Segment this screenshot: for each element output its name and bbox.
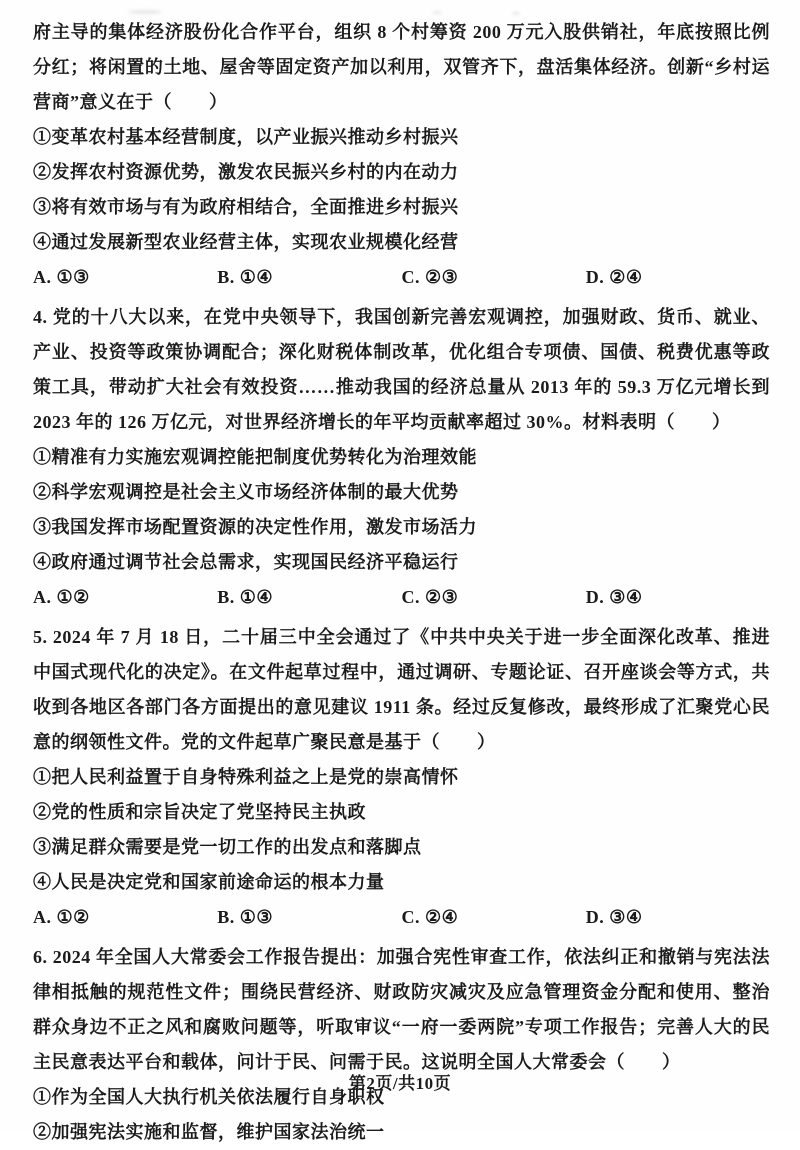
q5-option-a: A. ①② (33, 907, 90, 927)
q3-option-b: B. ①④ (217, 267, 274, 287)
q4-item-3: ③我国发挥市场配置资源的决定性作用，激发市场活力 (33, 517, 477, 537)
q3-options-row (33, 260, 770, 295)
q5-item-2: ②党的性质和宗旨决定了党坚持民主执政 (33, 802, 366, 822)
q4-options-row (33, 580, 770, 615)
q4-option-c: C. ②③ (401, 587, 459, 607)
q5-stem: 5. 2024 年 7 月 18 日，二十届三中全会通过了《中共中央关于进一步全面深化改革、推进中国式现代化的决定》。在文件起草过程中，通过调研、专题论证、召开座谈会等方式，共收到各地区各部门各方面提出的意见建议 1911 条。经过反复修改，最终形成了汇聚党心民意的纲领性文件。党的文件起草广聚民意是基于（ ） (33, 627, 770, 752)
q3-option-a: A. ①③ (33, 267, 90, 287)
q6-item-1: ①作为全国人大执行机关依法履行自身职权 (33, 1087, 385, 1107)
q5-item-4: ④人民是决定党和国家前途命运的根本力量 (33, 872, 385, 892)
q6-stem: 6. 2024 年全国人大常委会工作报告提出：加强合宪性审查工作，依法纠正和撤销与宪法法律相抵触的规范性文件；围绕民营经济、财政防灾减灾及应急管理资金分配和使用、整治群众身边不正之风和腐败问题等，听取审议“一府一委两院”专项工作报告；完善人大的民主民意表达平台和载体，问计于民、问需于民。这说明全国人大常委会（ ） (33, 947, 770, 1072)
scan-artifact (128, 10, 162, 14)
q5-option-b: B. ①③ (217, 907, 274, 927)
page-content (33, 15, 770, 1150)
q4-option-a: A. ①② (33, 587, 90, 607)
q5-item-1: ①把人民利益置于自身特殊利益之上是党的崇高情怀 (33, 767, 459, 787)
q5-options-row (33, 900, 770, 935)
q4-item-4: ④政府通过调节社会总需求，实现国民经济平稳运行 (33, 552, 459, 572)
q3-item-2: ②发挥农村资源优势，激发农民振兴乡村的内在动力 (33, 162, 459, 182)
q3-item-4: ④通过发展新型农业经营主体，实现农业规模化经营 (33, 232, 459, 252)
q6-item-2: ②加强宪法实施和监督，维护国家法治统一 (33, 1122, 385, 1142)
q5-option-c: C. ②④ (401, 907, 459, 927)
page-number: 第2页/共10页 (348, 1074, 452, 1093)
q5-item-3: ③满足群众需要是党一切工作的出发点和落脚点 (33, 837, 422, 857)
q3-item-3: ③将有效市场与有为政府相结合，全面推进乡村振兴 (33, 197, 459, 217)
scan-artifact (432, 11, 442, 14)
q3-option-c: C. ②③ (401, 267, 459, 287)
q3-item-1: ①变革农村基本经营制度，以产业振兴推动乡村振兴 (33, 127, 459, 147)
q3-option-d: D. ②④ (585, 267, 643, 287)
q5-option-d: D. ③④ (585, 907, 643, 927)
q3-stem-continuation: 府主导的集体经济股份化合作平台，组织 8 个村筹资 200 万元入股供销社，年底按照比例分红；将闲置的土地、屋舍等固定资产加以利用，双管齐下，盘活集体经济。创新“乡村运营商”意义在于（ ） (33, 22, 770, 112)
q4-option-b: B. ①④ (217, 587, 274, 607)
q4-option-d: D. ③④ (585, 587, 643, 607)
q4-item-2: ②科学宏观调控是社会主义市场经济体制的最大优势 (33, 482, 459, 502)
q4-item-1: ①精准有力实施宏观调控能把制度优势转化为治理效能 (33, 447, 477, 467)
q4-stem: 4. 党的十八大以来，在党中央领导下，我国创新完善宏观调控，加强财政、货币、就业、产业、投资等政策协调配合；深化财税体制改革，优化组合专项债、国债、税费优惠等政策工具，带动扩大社会有效投资……推动我国的经济总量从 2013 年的 59.3 万亿元增长到 2023 年的 126 万亿元，对世界经济增长的年平均贡献率超过 30%。材料表明（ ） (33, 307, 770, 432)
